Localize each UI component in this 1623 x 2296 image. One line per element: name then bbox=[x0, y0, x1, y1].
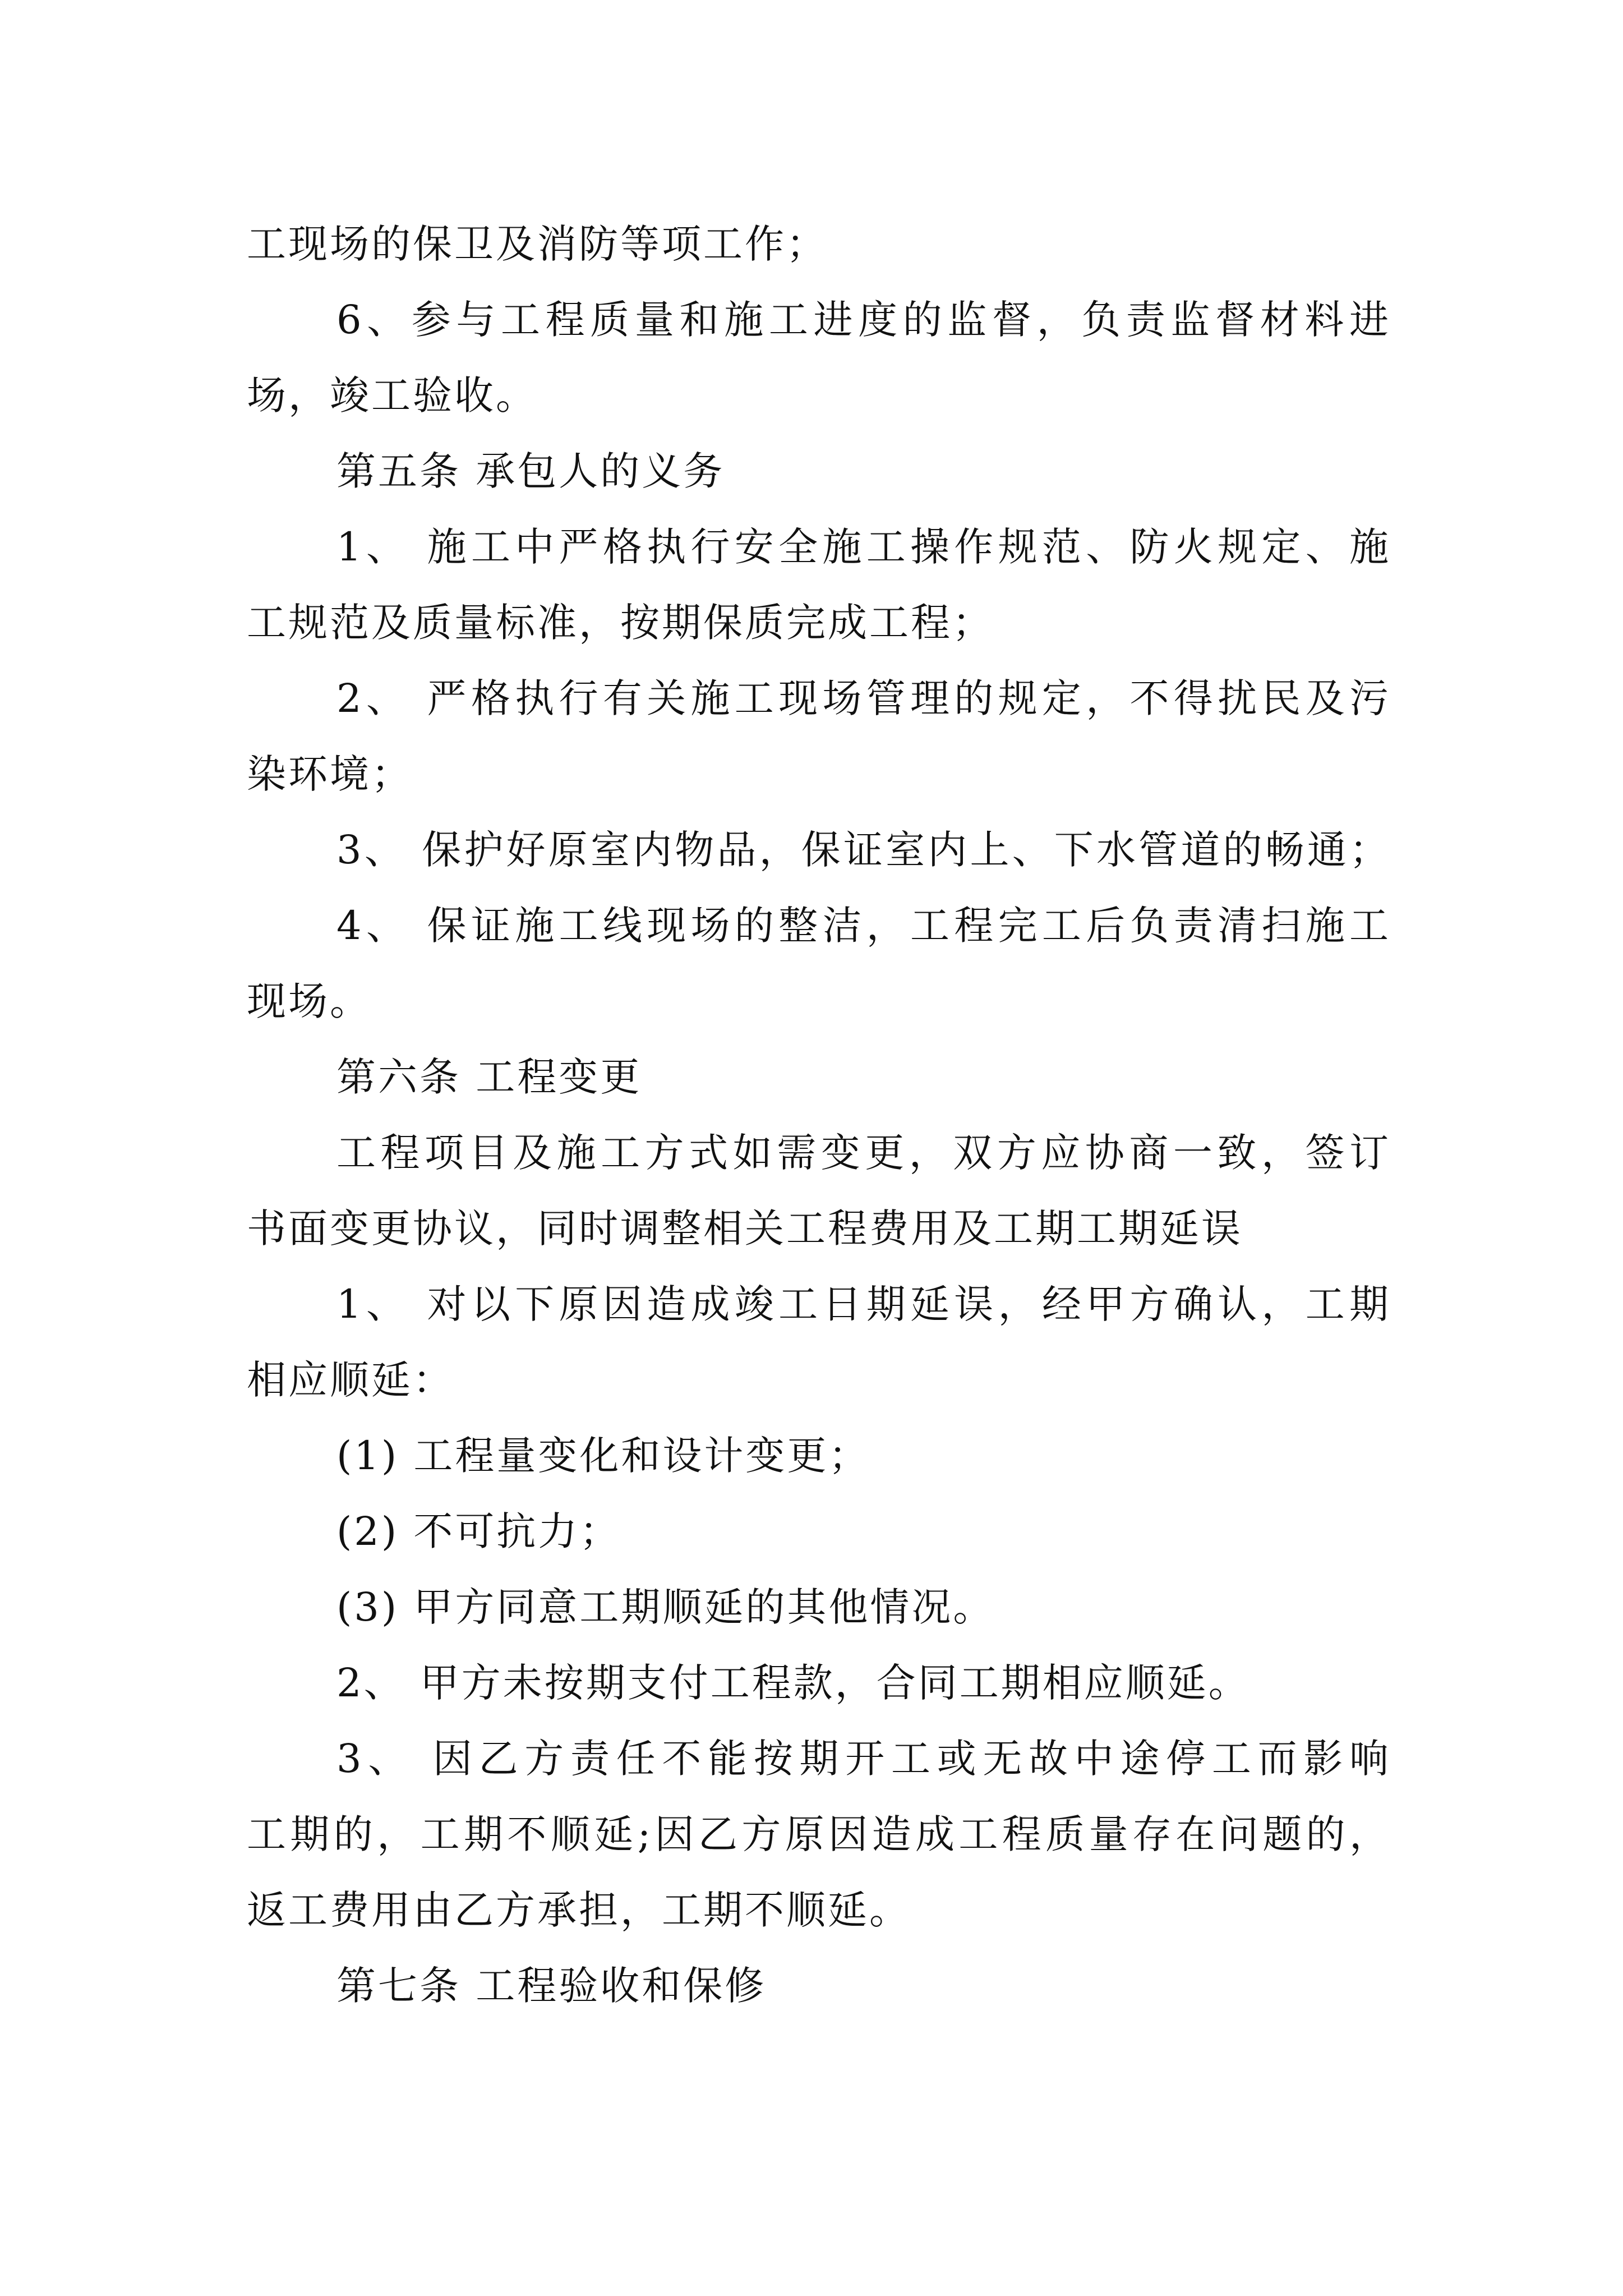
text-line-22: 工期的，工期不顺延;因乙方原因造成工程质量存在问题的， bbox=[247, 1811, 1391, 1857]
text-line-16: 相应顺延： bbox=[247, 1357, 454, 1403]
text-line-17: (1) 工程量变化和设计变更； bbox=[336, 1433, 870, 1479]
text-line-20: 2、 甲方未按期支付工程款，合同工期相应顺延。 bbox=[336, 1660, 1250, 1706]
text-line-21: 3、 因乙方责任不能按期开工或无故中途停工而影响 bbox=[336, 1736, 1391, 1782]
text-line-11: 现场。 bbox=[247, 978, 371, 1024]
text-line-2: 6、参与工程质量和施工进度的监督，负责监督材料进 bbox=[336, 297, 1391, 343]
section-heading-6: 第六条 工程变更 bbox=[336, 1054, 642, 1100]
text-line-10: 4、 保证施工线现场的整洁，工程完工后负责清扫施工 bbox=[336, 903, 1391, 949]
text-line-6: 工规范及质量标准，按期保质完成工程； bbox=[247, 600, 994, 646]
section-heading-7: 第七条 工程验收和保修 bbox=[336, 1963, 767, 2009]
text-line-8: 染环境； bbox=[247, 751, 413, 797]
text-line-19: (3) 甲方同意工期顺延的其他情况。 bbox=[336, 1584, 995, 1630]
text-line-23: 返工费用由乙方承担，工期不顺延。 bbox=[247, 1887, 911, 1933]
text-line-14: 书面变更协议，同时调整相关工程费用及工期工期延误 bbox=[247, 1205, 1243, 1251]
text-line-5: 1、 施工中严格执行安全施工操作规范、防火规定、施 bbox=[336, 524, 1391, 570]
section-heading-5: 第五条 承包人的义务 bbox=[336, 448, 725, 494]
text-line-9: 3、 保护好原室内物品，保证室内上、下水管道的畅通； bbox=[336, 827, 1391, 873]
text-line-13: 工程项目及施工方式如需变更，双方应协商一致，签订 bbox=[336, 1130, 1391, 1176]
text-line-3: 场，竣工验收。 bbox=[247, 372, 537, 418]
text-line-1: 工现场的保卫及消防等项工作； bbox=[247, 221, 828, 267]
text-line-15: 1、 对以下原因造成竣工日期延误，经甲方确认，工期 bbox=[336, 1281, 1391, 1327]
text-line-7: 2、 严格执行有关施工现场管理的规定，不得扰民及污 bbox=[336, 675, 1391, 721]
text-line-18: (2) 不可抗力； bbox=[336, 1508, 621, 1554]
